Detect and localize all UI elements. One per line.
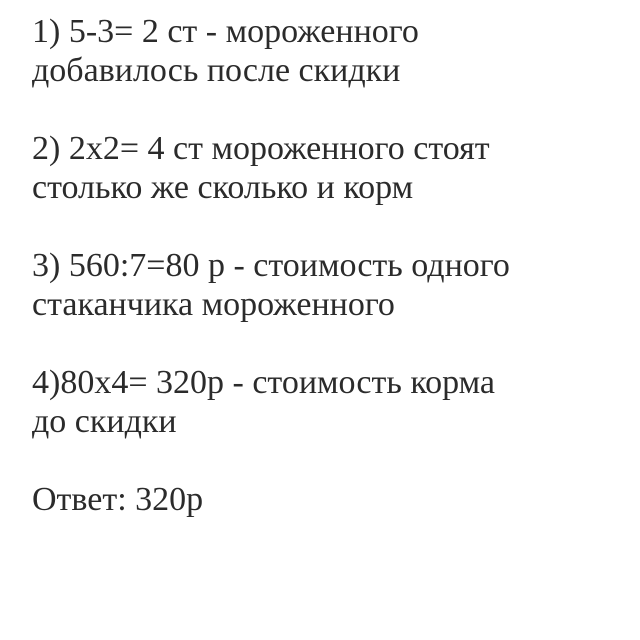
step-1-line-2: добавилось после скидки (32, 52, 401, 89)
solution-document (32, 12, 632, 519)
step-2-line-2: столько же сколько и корм (32, 169, 414, 206)
step-4-line-2: до скидки (32, 403, 177, 440)
step-2-line-1: 2) 2х2= 4 ст мороженного стоят (32, 130, 490, 167)
solution-step-3 (32, 246, 632, 324)
step-1-line-1: 1) 5-3= 2 ст - мороженного (32, 13, 419, 50)
step-3-line-1: 3) 560:7=80 р - стоимость одного (32, 247, 510, 284)
final-answer (32, 480, 632, 519)
solution-step-1 (32, 12, 632, 90)
step-3-line-2: стаканчика мороженного (32, 286, 395, 323)
solution-step-2 (32, 129, 632, 207)
final-answer-text: Ответ: 320р (32, 481, 204, 518)
solution-step-4 (32, 363, 632, 441)
step-4-line-1: 4)80х4= 320р - стоимость корма (32, 364, 495, 401)
